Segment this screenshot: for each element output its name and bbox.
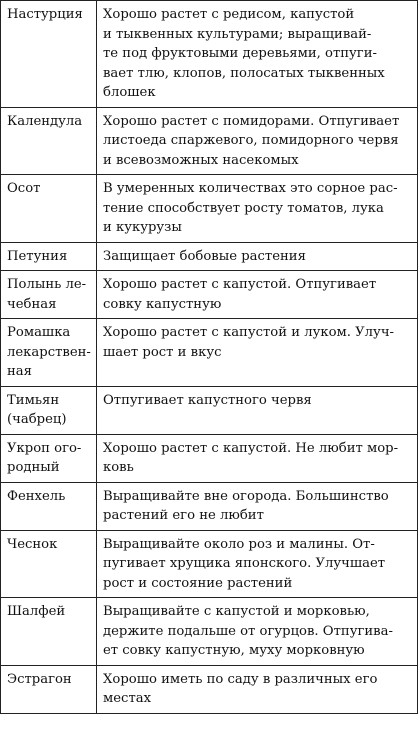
table-row bbox=[1, 434, 418, 482]
plant-description-cell bbox=[97, 175, 418, 243]
table-row bbox=[1, 665, 418, 713]
plant-name-line: Полынь ле- bbox=[7, 277, 87, 292]
description-line: пугивает хрущика японского. Улучшает bbox=[103, 556, 386, 571]
description-line: Отпугивает капустного червя bbox=[103, 392, 312, 408]
plant-description-cell bbox=[97, 598, 418, 666]
description-line: Хорошо иметь по саду в различных его bbox=[103, 671, 378, 687]
plant-name-line: Эстрагон bbox=[7, 671, 72, 687]
plant-name-cell bbox=[1, 386, 97, 434]
description-line: ковь bbox=[103, 460, 134, 475]
description-line: местах bbox=[103, 691, 152, 706]
description-line: Выращивайте вне огорода. Большинство bbox=[103, 488, 389, 504]
description-line: Защищает бобовые растения bbox=[103, 248, 306, 264]
plant-name-cell bbox=[1, 175, 97, 243]
plant-name-line: Тимьян bbox=[7, 392, 60, 408]
plant-name-cell bbox=[1, 319, 97, 387]
plant-description-cell bbox=[97, 386, 418, 434]
plant-name-line: чебная bbox=[7, 296, 57, 312]
description-line: В умеренных количествах это сорное рас- bbox=[103, 181, 398, 196]
description-line: Хорошо растет с редисом, капустой bbox=[103, 7, 355, 22]
plant-name-line: Чеснок bbox=[7, 536, 58, 552]
plant-name-line: ная bbox=[7, 364, 32, 379]
plant-name-cell bbox=[1, 434, 97, 482]
plant-description-cell bbox=[97, 665, 418, 713]
plant-name-cell bbox=[1, 1, 97, 108]
plant-name-line: (чабрец) bbox=[7, 412, 67, 427]
table-row bbox=[1, 175, 418, 243]
plant-name-line: Укроп ого- bbox=[7, 440, 82, 456]
plant-description-cell bbox=[97, 1, 418, 108]
plant-description-cell bbox=[97, 107, 418, 175]
plant-name-line: Настурция bbox=[7, 7, 83, 22]
table-row bbox=[1, 386, 418, 434]
plant-description-cell bbox=[97, 242, 418, 271]
plant-description-cell bbox=[97, 530, 418, 598]
table-row bbox=[1, 482, 418, 530]
plant-name-line: Петуния bbox=[7, 248, 68, 264]
plant-name-line: Календула bbox=[7, 113, 83, 129]
description-line: шает рост и вкус bbox=[103, 344, 222, 360]
description-line: блошек bbox=[103, 85, 156, 100]
plant-name-cell bbox=[1, 530, 97, 598]
plant-name-cell bbox=[1, 242, 97, 271]
description-line: Хорошо растет с капустой. Не любит мор- bbox=[103, 440, 399, 456]
table-row bbox=[1, 107, 418, 175]
table-body bbox=[1, 1, 418, 714]
table-row bbox=[1, 242, 418, 271]
plant-description-cell bbox=[97, 319, 418, 387]
description-line: Выращивайте около роз и малины. От- bbox=[103, 536, 375, 552]
description-line: тение способствует росту томатов, лука bbox=[103, 200, 384, 216]
plant-name-cell bbox=[1, 271, 97, 319]
description-line: и кукурузы bbox=[103, 220, 182, 235]
plant-description-cell bbox=[97, 482, 418, 530]
plant-name-cell bbox=[1, 482, 97, 530]
description-line: Хорошо растет с помидорами. Отпугивает bbox=[103, 113, 400, 129]
description-line: вает тлю, клопов, полосатых тыквенных bbox=[103, 65, 385, 81]
description-line: совку капустную bbox=[103, 296, 222, 312]
description-line: те под фруктовыми деревьями, отпуги- bbox=[103, 46, 377, 61]
plant-name-line: Ромашка bbox=[7, 325, 71, 340]
description-line: и всевозможных насекомых bbox=[103, 152, 299, 168]
description-line: растений его не любит bbox=[103, 508, 264, 523]
table-row bbox=[1, 598, 418, 666]
description-line: Хорошо растет с капустой и луком. Улуч- bbox=[103, 325, 394, 340]
table-row bbox=[1, 530, 418, 598]
plant-name-line: Шалфей bbox=[7, 604, 66, 619]
description-line: Хорошо растет с капустой. Отпугивает bbox=[103, 277, 377, 292]
plant-name-line: родный bbox=[7, 460, 60, 475]
table-row bbox=[1, 271, 418, 319]
description-line: Выращивайте с капустой и морковью, bbox=[103, 604, 370, 619]
table-row bbox=[1, 1, 418, 108]
plant-name-cell bbox=[1, 665, 97, 713]
description-line: и тыквенных культурами; выращивай- bbox=[103, 26, 372, 42]
plant-description-cell bbox=[97, 434, 418, 482]
description-line: листоеда спаржевого, помидорного червя bbox=[103, 133, 399, 148]
description-line: ет совку капустную, муху морковную bbox=[103, 643, 365, 658]
table-row bbox=[1, 319, 418, 387]
description-line: держите подальше от огурцов. Отпугива- bbox=[103, 623, 393, 639]
plant-name-cell bbox=[1, 107, 97, 175]
plant-name-line: Фенхель bbox=[7, 488, 66, 504]
description-line: рост и состояние растений bbox=[103, 575, 293, 591]
plant-name-line: Осот bbox=[7, 181, 41, 196]
plant-name-line: лекарствен- bbox=[7, 344, 91, 360]
plant-name-cell bbox=[1, 598, 97, 666]
plant-description-cell bbox=[97, 271, 418, 319]
